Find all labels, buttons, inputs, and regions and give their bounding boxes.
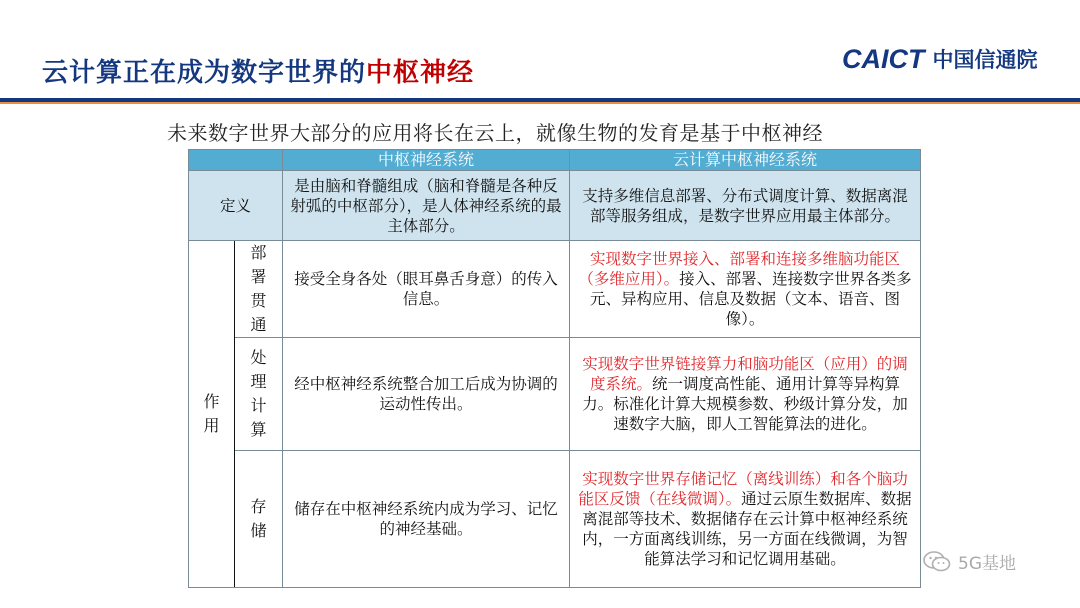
logo-cn: 中国信通院 xyxy=(932,48,1038,72)
deploy-cloud-red: 实现数字世界接入、部署和连接多维脑功能区（多维应用）。 xyxy=(578,250,900,288)
title-highlight: 中枢神经 xyxy=(366,58,475,88)
compute-cloud-black: 统一调度高性能、通用计算等异构算力。标准化计算大规模参数、秒级计算分发，加速数字大脑，即人工智能算法的进化。 xyxy=(582,375,908,433)
logo-latin: CAICT xyxy=(842,43,925,74)
function-label xyxy=(189,241,235,588)
wechat-icon xyxy=(922,550,952,574)
storage-cloud xyxy=(570,451,921,588)
watermark xyxy=(922,549,1016,574)
row-label-storage xyxy=(235,451,283,588)
definition-label: 定义 xyxy=(189,171,283,241)
row-label-compute xyxy=(235,338,283,451)
col-header-nerve: 中枢神经系统 xyxy=(283,150,570,171)
row-label-storage-text: 存储 xyxy=(250,497,267,540)
compute-cloud-red: 实现数字世界链接算力和脑功能区（应用）的调度系统。 xyxy=(582,355,908,393)
compute-nerve: 经中枢神经系统整合加工后成为协调的运动性传出。 xyxy=(283,338,570,451)
row-label-compute-text: 处理计算 xyxy=(250,348,267,439)
col-header-cloud: 云计算中枢神经系统 xyxy=(570,150,921,171)
storage-cloud-black: 通过云原生数据库、数据离混部等技术、数据储存在云计算中枢神经系统内，一方面离线训练，另一方面在线微调，为智能算法学习和记忆调用基础。 xyxy=(582,490,912,568)
comparison-table xyxy=(188,149,921,588)
deploy-nerve: 接受全身各处（眼耳鼻舌身意）的传入信息。 xyxy=(283,241,570,338)
storage-nerve: 储存在中枢神经系统内成为学习、记忆的神经基础。 xyxy=(283,451,570,588)
header-corner xyxy=(189,150,283,171)
definition-nerve: 是由脑和脊髓组成（脑和脊髓是各种反射弧的中枢部分），是人体神经系统的最主体部分。 xyxy=(283,171,570,241)
slide-subtitle: 未来数字世界大部分的应用将长在云上，就像生物的发育是基于中枢神经 xyxy=(167,121,823,145)
deploy-cloud xyxy=(570,241,921,338)
header-rule-orange xyxy=(0,102,1080,104)
slide-title xyxy=(42,52,474,89)
row-label-deploy xyxy=(235,241,283,338)
title-main: 云计算正在成为数字世界的 xyxy=(42,58,367,88)
function-label-text: 作用 xyxy=(203,392,220,435)
deploy-cloud-black: 接入、部署、连接数字世界各类多元、异构应用、信息及数据（文本、语音、图像）。 xyxy=(589,270,912,328)
definition-cloud: 支持多维信息部署、分布式调度计算、数据离混部等服务组成，是数字世界应用最主体部分。 xyxy=(570,171,921,241)
row-label-deploy-text: 部署贯通 xyxy=(250,243,267,334)
compute-cloud xyxy=(570,338,921,451)
storage-cloud-red: 实现数字世界存储记忆（离线训练）和各个脑功能区反馈（在线微调）。 xyxy=(578,470,908,508)
watermark-text: 5G基地 xyxy=(958,554,1016,574)
caict-logo xyxy=(842,44,1038,74)
